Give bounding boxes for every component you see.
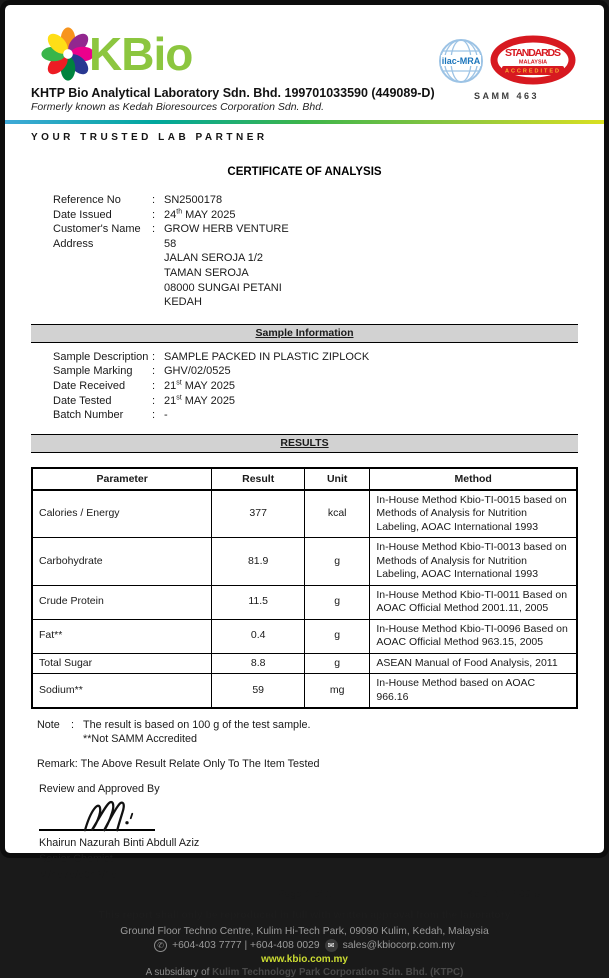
field-label: Batch Number: [53, 409, 124, 422]
note-block: [37, 718, 578, 746]
cell-parameter: Sodium**: [32, 674, 212, 709]
table-row: [32, 674, 577, 709]
table-row: [32, 538, 577, 586]
results-header: RESULTS: [31, 434, 578, 453]
svg-text:MALAYSIA: MALAYSIA: [518, 59, 548, 66]
cell-unit: g: [304, 585, 369, 619]
field-value: GROW HERB VENTURE: [164, 223, 289, 236]
cell-parameter: Total Sugar: [32, 653, 212, 674]
address-line: JALAN SEROJA 1/2: [164, 252, 264, 265]
table-row: [32, 619, 577, 653]
address-line: 58: [164, 237, 177, 250]
company-name: KHTP Bio Analytical Laboratory Sdn. Bhd. 199701033590 (449089-D): [31, 86, 435, 100]
field-value: -: [164, 409, 168, 422]
contact-line: [31, 939, 578, 952]
parent-company-name: Kulim Technology Park Corporation Sdn. Bhd. (KTPC): [212, 967, 464, 978]
reproduction-notice: This report shall only be reproduced in full with written approval from the laboratory: [98, 910, 511, 922]
field-date-received: [53, 379, 578, 394]
colon: :: [152, 350, 156, 363]
column-header-method: Method: [370, 468, 577, 490]
field-value: 24th MAY 2025: [164, 207, 236, 221]
email-icon: ✉: [325, 939, 338, 952]
phone-numbers: +604-403 7777 | +604-408 0029: [172, 940, 320, 952]
lab-address: Ground Floor Techno Centre, Kulim Hi-Tech Park, 09090 Kulim, Kedah, Malaysia: [120, 926, 489, 938]
field-label: Address: [53, 237, 94, 250]
cell-unit: g: [304, 653, 369, 674]
results-table-header-row: [32, 468, 577, 490]
standards-malaysia-logo-icon: [490, 35, 576, 87]
field-label: Sample Description: [53, 350, 149, 363]
document-code: Kbio-R-TE-09-5: [466, 888, 540, 901]
remark-text: Remark: The Above Result Relate Only To The Item Tested: [37, 758, 320, 771]
samm-accreditation-number: SAMM 463: [473, 91, 539, 101]
brand-block: [31, 25, 435, 113]
colon: :: [152, 379, 156, 392]
cell-method: In-House Method based on AOAC 966.16: [370, 674, 577, 709]
column-header-parameter: Parameter: [32, 468, 212, 490]
cell-result: 11.5: [212, 585, 305, 619]
accreditation-block: [437, 35, 576, 101]
approver-title: Senior Chemist: [39, 853, 113, 866]
kbio-logo: [39, 25, 435, 83]
certificate-page: [5, 5, 604, 978]
field-label: Reference No: [53, 194, 121, 206]
page-number-line: [31, 888, 578, 900]
cell-result: 59: [212, 674, 305, 709]
footer: [31, 910, 578, 978]
note-label: Note: [37, 719, 60, 732]
field-value: SN2500178: [164, 194, 223, 206]
sample-information-fields: [53, 350, 578, 423]
cell-parameter: Fat**: [32, 619, 212, 653]
table-row: [32, 653, 577, 674]
cell-unit: kcal: [304, 490, 369, 538]
address-line: TAMAN SEROJA: [164, 266, 249, 279]
field-date-tested: [53, 394, 578, 409]
colon: :: [152, 394, 156, 407]
email-address: sales@kbiocorp.com.my: [342, 940, 455, 952]
address-line: 08000 SUNGAI PETANI: [164, 281, 282, 294]
cell-unit: g: [304, 538, 369, 586]
colon: :: [71, 719, 74, 732]
field-label: Date Issued: [53, 208, 112, 221]
table-row: [32, 585, 577, 619]
accreditation-logos: [437, 35, 576, 87]
svg-text:STANDARDS: STANDARDS: [505, 47, 561, 59]
svg-text:ACCREDITED: ACCREDITED: [504, 68, 562, 75]
formerly-known-as: Formerly known as Kedah Bioresources Corporation Sdn. Bhd.: [31, 101, 324, 113]
signature-line: [39, 829, 155, 831]
column-header-unit: Unit: [304, 468, 369, 490]
header: [31, 25, 578, 113]
field-label: Date Received: [53, 379, 126, 392]
brand-gradient-line: [5, 120, 604, 124]
note-text: The result is based on 100 g of the test sample. **Not SAMM Accredited: [83, 719, 311, 746]
field-customer-name: [53, 222, 578, 237]
colon: :: [152, 365, 156, 378]
cell-result: 377: [212, 490, 305, 538]
field-value: 21st MAY 2025: [164, 379, 236, 392]
phone-icon: ✆: [154, 939, 167, 952]
cell-parameter: Crude Protein: [32, 585, 212, 619]
field-value: SAMPLE PACKED IN PLASTIC ZIPLOCK: [164, 350, 370, 363]
svg-text:ilac-MRA: ilac-MRA: [441, 56, 481, 66]
results-table: [31, 467, 578, 710]
approval-block: [39, 783, 578, 883]
document-title: CERTIFICATE OF ANALYSIS: [227, 166, 382, 178]
field-reference-no: [53, 193, 578, 208]
certificate-fields: [53, 193, 578, 310]
colon: :: [152, 223, 156, 236]
field-label: Date Tested: [53, 394, 112, 407]
approval-heading: Review and Approved By: [39, 783, 160, 796]
cell-result: 81.9: [212, 538, 305, 586]
field-label: Sample Marking: [53, 365, 133, 378]
field-address: [53, 237, 578, 310]
cell-result: 0.4: [212, 619, 305, 653]
approver-name: Khairun Nazurah Binti Abdull Aziz: [39, 837, 200, 850]
approver-id: M/4878/8042/18: [39, 869, 118, 882]
cell-unit: mg: [304, 674, 369, 709]
cell-result: 8.8: [212, 653, 305, 674]
colon-hidden: [152, 237, 164, 310]
cell-method: In-House Method Kbio-TI-0011 Based on AOAC Official Method 2001.11, 2005: [370, 585, 577, 619]
field-sample-description: [53, 350, 578, 365]
colon: :: [152, 208, 156, 221]
colon: :: [152, 194, 156, 206]
website-url: www.kbio.com.my: [261, 954, 348, 966]
field-date-issued: [53, 208, 578, 223]
brand-tagline: YOUR TRUSTED LAB PARTNER: [31, 132, 268, 143]
column-header-result: Result: [212, 468, 305, 490]
field-sample-marking: [53, 364, 578, 379]
ilac-mra-logo-icon: [437, 37, 485, 85]
colon: :: [152, 409, 156, 422]
sample-information-header: Sample Information: [31, 324, 578, 343]
page-number: Page 1 of 1: [277, 888, 332, 901]
brand-name: KBio: [89, 28, 193, 80]
field-value: [164, 237, 282, 310]
address-line: KEDAH: [164, 296, 202, 309]
cell-method: In-House Method Kbio-TI-0015 based on Methods of Analysis for Nutrition Labeling, AOAC International 1993: [370, 490, 577, 538]
table-row: [32, 490, 577, 538]
cell-parameter: Calories / Energy: [32, 490, 212, 538]
subsidiary-line: A subsidiary of Kulim Technology Park Corporation Sdn. Bhd. (KTPC): [145, 967, 464, 978]
field-batch-number: [53, 408, 578, 423]
cell-method: In-House Method Kbio-TI-0096 Based on AOAC Official Method 963.15, 2005: [370, 619, 577, 653]
cell-method: In-House Method Kbio-TI-0013 based on Methods of Analysis for Nutrition Labeling, AOAC International 1993: [370, 538, 577, 586]
field-label: Customer's Name: [53, 223, 141, 236]
cell-unit: g: [304, 619, 369, 653]
cell-method: ASEAN Manual of Food Analysis, 2011: [370, 653, 577, 674]
field-value: GHV/02/0525: [164, 365, 231, 378]
cell-parameter: Carbohydrate: [32, 538, 212, 586]
field-value: 21st MAY 2025: [164, 393, 236, 407]
